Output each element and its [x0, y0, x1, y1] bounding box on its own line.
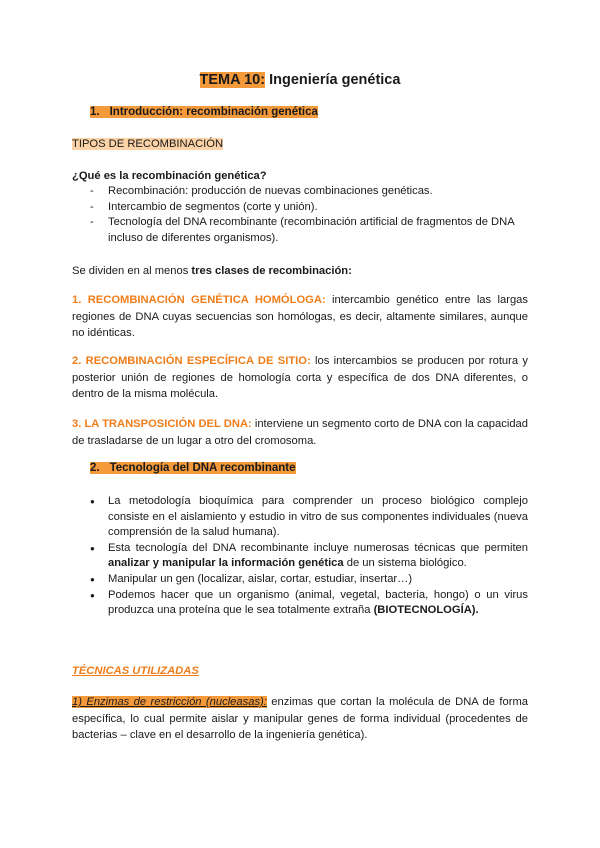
title-text: Ingeniería genética: [265, 72, 401, 88]
list-item: [90, 588, 528, 619]
list-item: - Tecnología del DNA recombinante (recombinación artificial de fragmentos de DNA incluso de diferentes organismos).: [72, 215, 532, 246]
question-heading: ¿Qué es la recombinación genética?: [72, 170, 267, 182]
tipos-heading: TIPOS DE RECOMBINACIÓN: [72, 138, 224, 150]
section-title: Introducción: recombinación genética: [109, 106, 318, 118]
class-label: 2. RECOMBINACIÓN ESPECÍFICA DE SITIO:: [72, 355, 311, 367]
classes-intro-text: Se dividen en al menos: [72, 265, 192, 277]
section-heading-2: [90, 462, 296, 474]
class-paragraph-2: [72, 353, 528, 403]
class-text: los intercambios se producen por rotura y posterior unión de regiones de homología corta y específica de dos DNA diferentes, o dentro de la misma molécula.: [72, 355, 529, 400]
bullet-text: Esta tecnología del DNA recombinante incluye numerosas técnicas que permiten: [108, 541, 528, 554]
section-number: 2.: [90, 462, 100, 474]
class-text: intercambio genético entre las largas regiones de DNA cuyas secuencias son homólogas, es decir, altamente similares, aunque no idénticas.: [72, 294, 528, 339]
definitions-list: [72, 184, 532, 246]
tecnicas-heading: TÉCNICAS UTILIZADAS: [72, 665, 199, 677]
class-paragraph-1: [72, 292, 528, 342]
bullet-bold: analizar y manipular la información genética: [108, 557, 344, 570]
list-item: - Recombinación: producción de nuevas combinaciones genéticas.: [72, 184, 532, 200]
list-item: [90, 541, 528, 572]
enzimas-label: 1) Enzimas de restricción (nucleasas):: [72, 696, 267, 708]
title-label: TEMA 10:: [199, 72, 266, 88]
list-item: ● La metodología bioquímica para comprender un proceso biológico complejo consiste en el aislamiento y estudio in vitro de sus componentes individuales (nueva comprensión de la salud humana).: [90, 494, 528, 541]
class-label: 1. RECOMBINACIÓN GENÉTICA HOMÓLOGA:: [72, 294, 326, 306]
list-item: - Intercambio de segmentos (corte y unión).: [72, 200, 532, 216]
page-title: [0, 72, 600, 88]
section-title: Tecnología del DNA recombinante: [109, 462, 296, 474]
classes-intro: [72, 263, 528, 280]
class-label: 3. LA TRANSPOSICIÓN DEL DNA:: [72, 418, 252, 430]
bullet-text: de un sistema biológico.: [343, 557, 467, 570]
class-text: interviene un segmento corto de DNA con la capacidad de trasladarse de un lugar a otro del cromosoma.: [72, 418, 528, 447]
section-heading-1: [90, 106, 318, 118]
enzimas-paragraph: [72, 694, 528, 744]
class-paragraph-3: [72, 416, 528, 449]
bullet-list: [90, 494, 528, 619]
classes-intro-bold: tres clases de recombinación:: [191, 265, 352, 277]
section-number: 1.: [90, 106, 100, 118]
bullet-bold: (BIOTECNOLOGÍA).: [373, 604, 479, 617]
enzimas-text: enzimas que cortan la molécula de DNA de forma específica, lo cual permite aislar y manipular genes de forma individual (procedentes de bacterias – clave en el desarrollo de la ingeniería genética).: [72, 696, 529, 741]
bullet-text: Podemos hacer que un organismo (animal, vegetal, bacteria, hongo) o un virus produzca una proteína que le sea totalmente extraña: [108, 588, 528, 617]
list-item: ● Manipular un gen (localizar, aislar, cortar, estudiar, insertar…): [90, 572, 528, 588]
